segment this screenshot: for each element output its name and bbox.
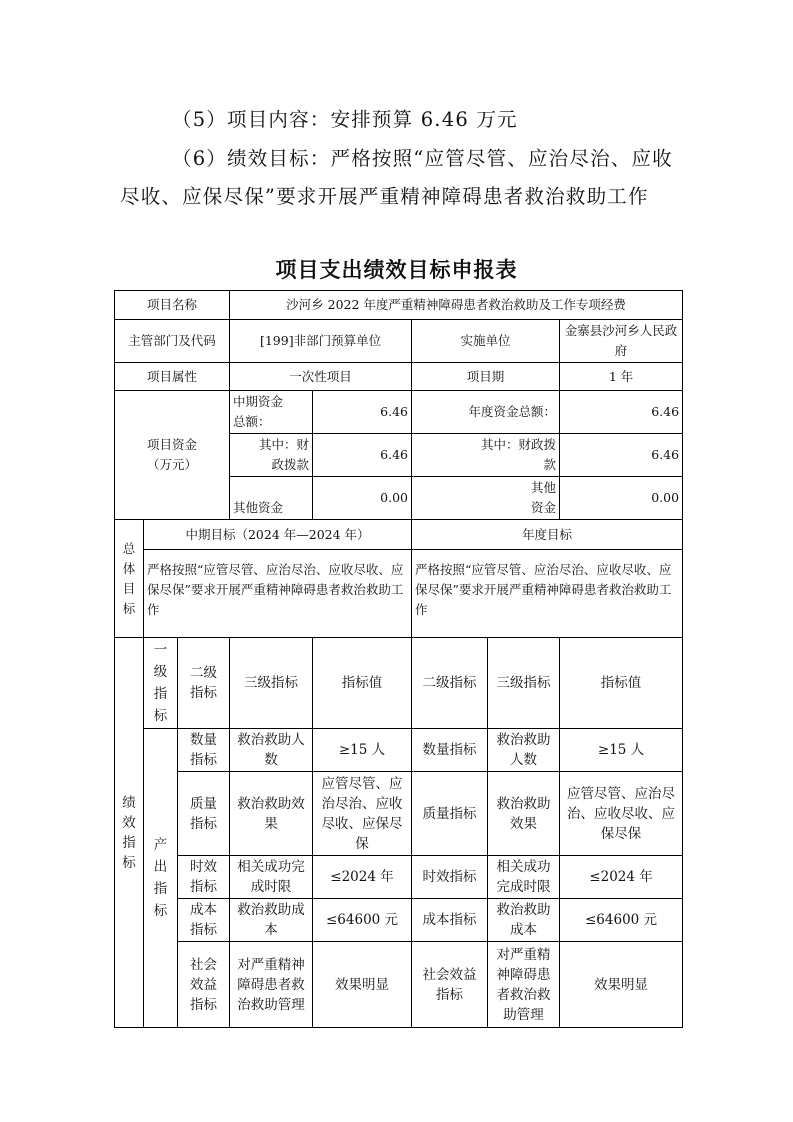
- attr-value: 一次性项目: [230, 363, 412, 391]
- table-row-value-right: 效果明显: [560, 942, 683, 1028]
- table-row-l2: 社会 效益 指标: [178, 942, 230, 1028]
- table-row-value: 效果明显: [313, 942, 412, 1028]
- year-other-value: 0.00: [560, 477, 683, 520]
- table-row-l2-right: 质量指标: [412, 772, 488, 856]
- performance-table: [114, 290, 683, 1028]
- overall-goal-label: 总 体 目 标: [115, 520, 144, 638]
- table-row-l2-right: 时效指标: [412, 856, 488, 899]
- table-row-l2-right: 社会效益 指标: [412, 942, 488, 1028]
- level2-header-right: 二级指标: [412, 638, 488, 729]
- year-total-value: 6.46: [560, 391, 683, 434]
- impl-label: 实施单位: [412, 320, 560, 363]
- level2-header: 二级 指标: [178, 638, 230, 729]
- period-value: 1 年: [560, 363, 683, 391]
- table-row-l2: 时效 指标: [178, 856, 230, 899]
- content-paragraph: （5）项目内容：安排预算 6.46 万元: [172, 108, 518, 131]
- table-row-l3-right: 救治救助 效果: [488, 772, 560, 856]
- mid-fiscal-label: 其中：财 政拨款: [230, 434, 313, 477]
- mid-total-label: 中期资金 总额：: [230, 391, 313, 434]
- year-fiscal-value: 6.46: [560, 434, 683, 477]
- table-row-l2-right: 数量指标: [412, 729, 488, 772]
- mid-total-value: 6.46: [313, 391, 412, 434]
- year-fiscal-label: 其中：财政拨 款: [412, 434, 560, 477]
- table-row-value: ≥15 人: [313, 729, 412, 772]
- year-total-label: 年度资金总额：: [412, 391, 560, 434]
- table-row-value-right: ≥15 人: [560, 729, 683, 772]
- year-goal-text: 严格按照“应管尽管、应治尽治、应收尽收、应保尽保”要求开展严重精神障碍患者救治救助工作: [412, 550, 683, 638]
- table-row-l3: 相关成功完 成时限: [230, 856, 313, 899]
- attr-label: 项目属性: [115, 363, 230, 391]
- dept-value: [199]非部门预算单位: [230, 320, 412, 363]
- table-row-l3: 救治救助效 果: [230, 772, 313, 856]
- project-name-label: 项目名称: [115, 291, 230, 320]
- table-row-l2-right: 成本指标: [412, 899, 488, 942]
- table-row-l2: 成本 指标: [178, 899, 230, 942]
- table-row-l3: 救治救助人 数: [230, 729, 313, 772]
- table-row-value: 应管尽管、应 治尽治、应收 尽收、应保尽 保: [313, 772, 412, 856]
- goal-paragraph: （6）绩效目标：严格按照“应管尽管、应治尽治、应收尽收、应保尽保”要求开展严重精神障碍患者救治救助工作: [120, 147, 673, 208]
- dept-label: 主管部门及代码: [115, 320, 230, 363]
- perf-indicator-label: 绩 效 指 标: [115, 638, 144, 1028]
- level3-header-right: 三级指标: [488, 638, 560, 729]
- mid-goal-text: 严格按照“应管尽管、应治尽治、应收尽收、应保尽保”要求开展严重精神障碍患者救治救助工作: [144, 550, 412, 638]
- table-row-l3-right: 相关成功 完成时限: [488, 856, 560, 899]
- table-row-value: ≤64600 元: [313, 899, 412, 942]
- table-row-value-right: ≤64600 元: [560, 899, 683, 942]
- output-indicator-label: 产 出 指 标: [144, 729, 178, 1028]
- table-row-l2: 质量 指标: [178, 772, 230, 856]
- year-goal-header: 年度目标: [412, 520, 683, 550]
- table-row-l3: 救治救助成 本: [230, 899, 313, 942]
- mid-other-label: 其他资金: [230, 477, 313, 520]
- table-row-value-right: 应管尽管、应治尽 治、应收尽收、应 保尽保: [560, 772, 683, 856]
- table-title: 项目支出绩效目标申报表: [275, 258, 518, 282]
- year-other-label: 其他 资金: [412, 477, 560, 520]
- funds-label: 项目资金 （万元）: [115, 391, 230, 520]
- table-row-l3-right: 救治救助 人数: [488, 729, 560, 772]
- mid-fiscal-value: 6.46: [313, 434, 412, 477]
- table-row-l3-right: 救治救助 成本: [488, 899, 560, 942]
- project-name-value: 沙河乡 2022 年度严重精神障碍患者救治救助及工作专项经费: [230, 291, 683, 320]
- table-row-l3: 对严重精神 障碍患者救 治救助管理: [230, 942, 313, 1028]
- level1-header: 一 级 指 标: [144, 638, 178, 729]
- table-row-l3-right: 对严重精 神障碍患 者救治救 助管理: [488, 942, 560, 1028]
- period-label: 项目期: [412, 363, 560, 391]
- value-header-right: 指标值: [560, 638, 683, 729]
- mid-goal-header: 中期目标（2024 年—2024 年）: [144, 520, 412, 550]
- table-row-l2: 数量 指标: [178, 729, 230, 772]
- table-row-value-right: ≤2024 年: [560, 856, 683, 899]
- mid-other-value: 0.00: [313, 477, 412, 520]
- impl-value: 金寨县沙河乡人民政府: [560, 320, 683, 363]
- table-row-value: ≤2024 年: [313, 856, 412, 899]
- level3-header: 三级指标: [230, 638, 313, 729]
- value-header: 指标值: [313, 638, 412, 729]
